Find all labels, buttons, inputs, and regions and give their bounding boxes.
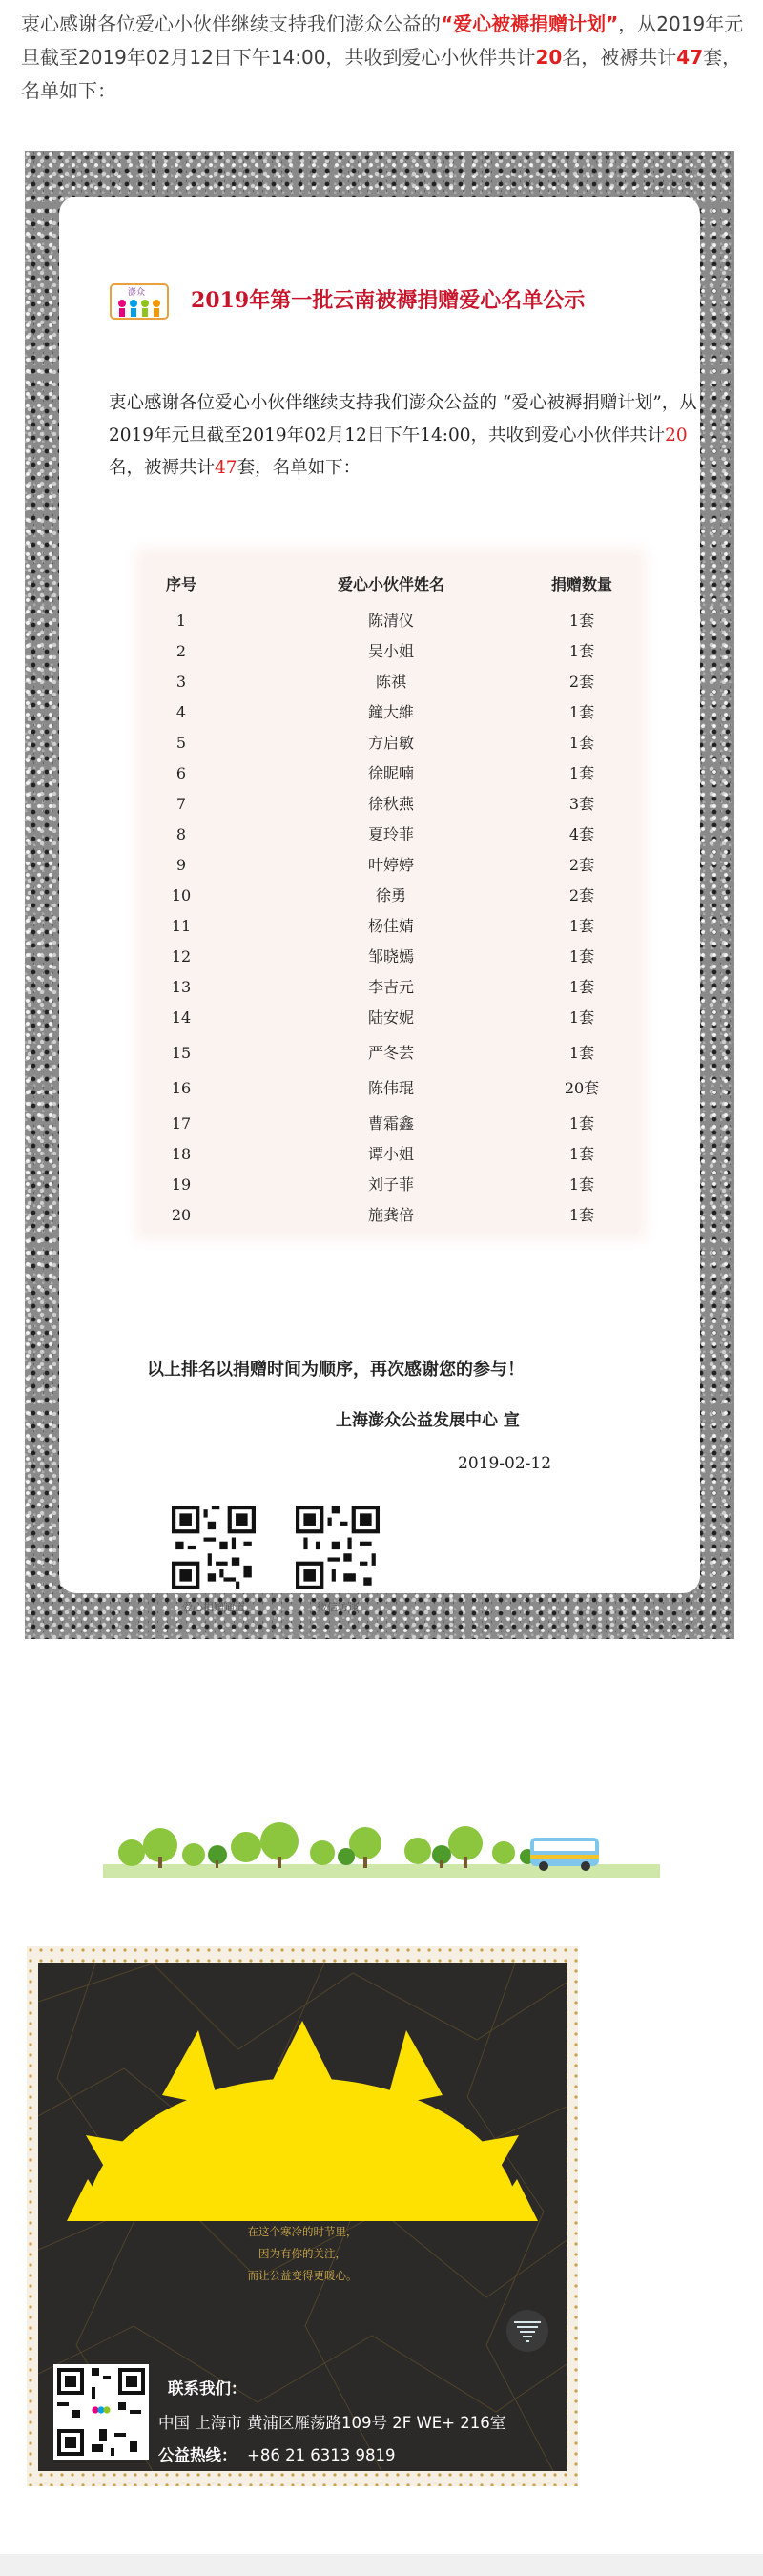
row-quantity: 1套: [568, 734, 595, 752]
row-donor-name: 刘子菲: [367, 1175, 414, 1194]
row-index: 16: [171, 1079, 192, 1097]
table-row: [143, 1004, 639, 1032]
table-row: [143, 1110, 639, 1138]
row-index: 3: [175, 673, 187, 691]
logo-text: 澎众: [128, 288, 146, 298]
table-row: [143, 637, 639, 666]
row-donor-name: 夏玲菲: [367, 825, 414, 843]
table-row: [143, 1171, 639, 1199]
row-quantity: 1套: [568, 978, 595, 996]
row-donor-name: 施龚倍: [367, 1206, 414, 1224]
table-row: [143, 1201, 639, 1230]
row-quantity: 1套: [568, 1114, 595, 1132]
table-row: [143, 759, 639, 788]
row-index: 19: [171, 1175, 192, 1194]
hotline-label: 公益热线：: [158, 2446, 237, 2464]
table-header: [143, 572, 639, 599]
row-index: 12: [171, 947, 192, 966]
scroll-down-arrow-icon[interactable]: [505, 2309, 549, 2353]
trees-divider-icon: [103, 1815, 660, 1878]
header-name: 爱心小伙伴姓名: [337, 575, 444, 593]
table-row: [143, 943, 639, 971]
row-index: 20: [171, 1206, 192, 1224]
row-donor-name: 严冬芸: [367, 1044, 414, 1062]
table-row: [143, 729, 639, 758]
row-index: 15: [171, 1044, 192, 1062]
table-row: [143, 851, 639, 880]
bottom-bar: [0, 2554, 763, 2576]
poster-thanks-note: 以上排名以捐赠时间为顺序，再次感谢您的参与！: [147, 1360, 525, 1380]
row-quantity: 1套: [568, 703, 595, 721]
row-quantity: 2套: [568, 673, 595, 691]
row-quantity: 1套: [568, 612, 595, 630]
card-line-2: 因为有你的关注，: [258, 2247, 346, 2260]
row-index: 13: [171, 978, 192, 996]
table-row: [143, 973, 639, 1002]
bus-icon: [530, 1838, 599, 1871]
row-quantity: 1套: [568, 1008, 595, 1027]
contact-qr-code-icon: [53, 2364, 149, 2460]
row-donor-name: 陈伟琨: [367, 1079, 414, 1097]
row-index: 10: [171, 886, 192, 904]
row-donor-name: 叶婷婷: [367, 856, 414, 874]
row-donor-name: 谭小姐: [367, 1145, 414, 1163]
row-index: 17: [171, 1114, 192, 1132]
table-row: [143, 1140, 639, 1169]
row-quantity: 1套: [568, 1175, 595, 1194]
row-index: 1: [175, 612, 187, 630]
table-row: [143, 912, 639, 941]
poster-date: 2019-02-12: [458, 1454, 552, 1473]
intro-paragraph: [21, 8, 746, 108]
row-index: 18: [171, 1145, 192, 1163]
contact-card: [38, 1963, 567, 2471]
intro-text-1: 衷心感谢各位爱心小伙伴继续支持我们澎众公益的: [21, 12, 441, 35]
row-index: 7: [175, 795, 187, 813]
row-quantity: 1套: [568, 1206, 595, 1224]
poster-title: 2019年第一批云南被褥捐赠爱心名单公示: [191, 288, 586, 313]
row-donor-name: 杨佳婧: [367, 917, 414, 935]
row-quantity: 1套: [568, 1145, 595, 1163]
row-quantity: 3套: [568, 795, 595, 813]
qr-caption-wechat: 微信访谈: [317, 1601, 359, 1613]
plan-name-highlight: “爱心被褥捐赠计划”: [441, 12, 619, 35]
row-index: 4: [175, 703, 187, 721]
row-donor-name: 曹霜鑫: [367, 1114, 414, 1132]
table-row: [143, 607, 639, 635]
intro-text-2: ，从2019年元旦截至2019年02月12日下午14:00，共收到爱心小伙伴共计: [21, 12, 744, 69]
sets-count: 47: [676, 46, 704, 69]
poster-signature: 上海澎众公益发展中心 宣: [336, 1411, 520, 1430]
row-quantity: 4套: [568, 825, 595, 843]
row-quantity: 1套: [568, 764, 595, 782]
poster-paper: [59, 197, 700, 1613]
table-row: [143, 790, 639, 819]
row-donor-name: 徐昵喃: [367, 764, 414, 782]
row-donor-name: 陈祺: [375, 673, 406, 691]
row-quantity: 2套: [568, 856, 595, 874]
row-donor-name: 陆安妮: [367, 1008, 414, 1027]
row-index: 5: [175, 734, 187, 752]
row-donor-name: 徐勇: [375, 886, 406, 904]
card-line-3: 而让公益变得更暖心。: [247, 2269, 358, 2282]
poster-sets-count: 47: [215, 458, 237, 478]
row-index: 11: [171, 917, 192, 935]
pengzhong-logo-icon: [109, 282, 170, 321]
row-quantity: 1套: [568, 947, 595, 966]
contact-card-frame: [27, 1946, 578, 2486]
table-row: [143, 698, 639, 727]
row-index: 6: [175, 764, 187, 782]
donor-list-poster: [25, 151, 734, 1639]
row-index: 2: [175, 642, 187, 660]
poster-intro-text: 衷心感谢各位爱心小伙伴继续支持我们澎众公益的 “爱心被褥捐赠计划”，从2019年元旦截至2019年02月12日下午14:00，共收到爱心小伙伴共计20名，被褥共计47套，名单如下：: [109, 393, 697, 478]
row-quantity: 20套: [564, 1079, 600, 1097]
people-count: 20: [535, 46, 563, 69]
qr-code-icon: [296, 1506, 380, 1589]
table-row: [143, 1074, 639, 1103]
table-row: [143, 668, 639, 696]
row-quantity: 1套: [568, 917, 595, 935]
row-quantity: 2套: [568, 886, 595, 904]
intro-text-3: 名，被褥共计: [562, 46, 677, 69]
row-index: 14: [171, 1008, 192, 1027]
poster-people-count: 20: [665, 426, 688, 446]
row-donor-name: 邹晓嫣: [367, 947, 414, 966]
donor-table: [143, 555, 639, 1233]
row-donor-name: 徐秋燕: [367, 795, 414, 813]
row-donor-name: 李吉元: [367, 978, 414, 996]
row-index: 9: [175, 856, 187, 874]
table-row: [143, 882, 639, 910]
qr-code-icon: [172, 1506, 256, 1589]
row-donor-name: 方启敏: [367, 734, 414, 752]
header-quantity: 捐赠数量: [550, 575, 612, 593]
hotline-number: +86 21 6313 9819: [247, 2446, 396, 2464]
header-index: 序号: [165, 575, 196, 593]
row-donor-name: 鐘大維: [367, 703, 414, 721]
row-index: 8: [175, 825, 187, 843]
intro-text-4: 套，名单如下：: [21, 46, 742, 102]
row-donor-name: 陈清仪: [367, 612, 414, 630]
row-quantity: 1套: [568, 642, 595, 660]
qr-caption-donate: 爱心捐赠通道: [182, 1601, 245, 1613]
table-row: [143, 821, 639, 849]
hotline: [158, 2442, 396, 2465]
contact-us-label: 联系我们：: [168, 2379, 247, 2398]
row-quantity: 1套: [568, 1044, 595, 1062]
contact-address: 中国 上海市 黄浦区雁荡路109号 2F WE+ 216室: [158, 2414, 506, 2432]
row-donor-name: 吴小姐: [367, 642, 414, 660]
table-row: [143, 1039, 639, 1068]
card-line-1: 在这个寒冷的时节里，: [247, 2225, 358, 2238]
